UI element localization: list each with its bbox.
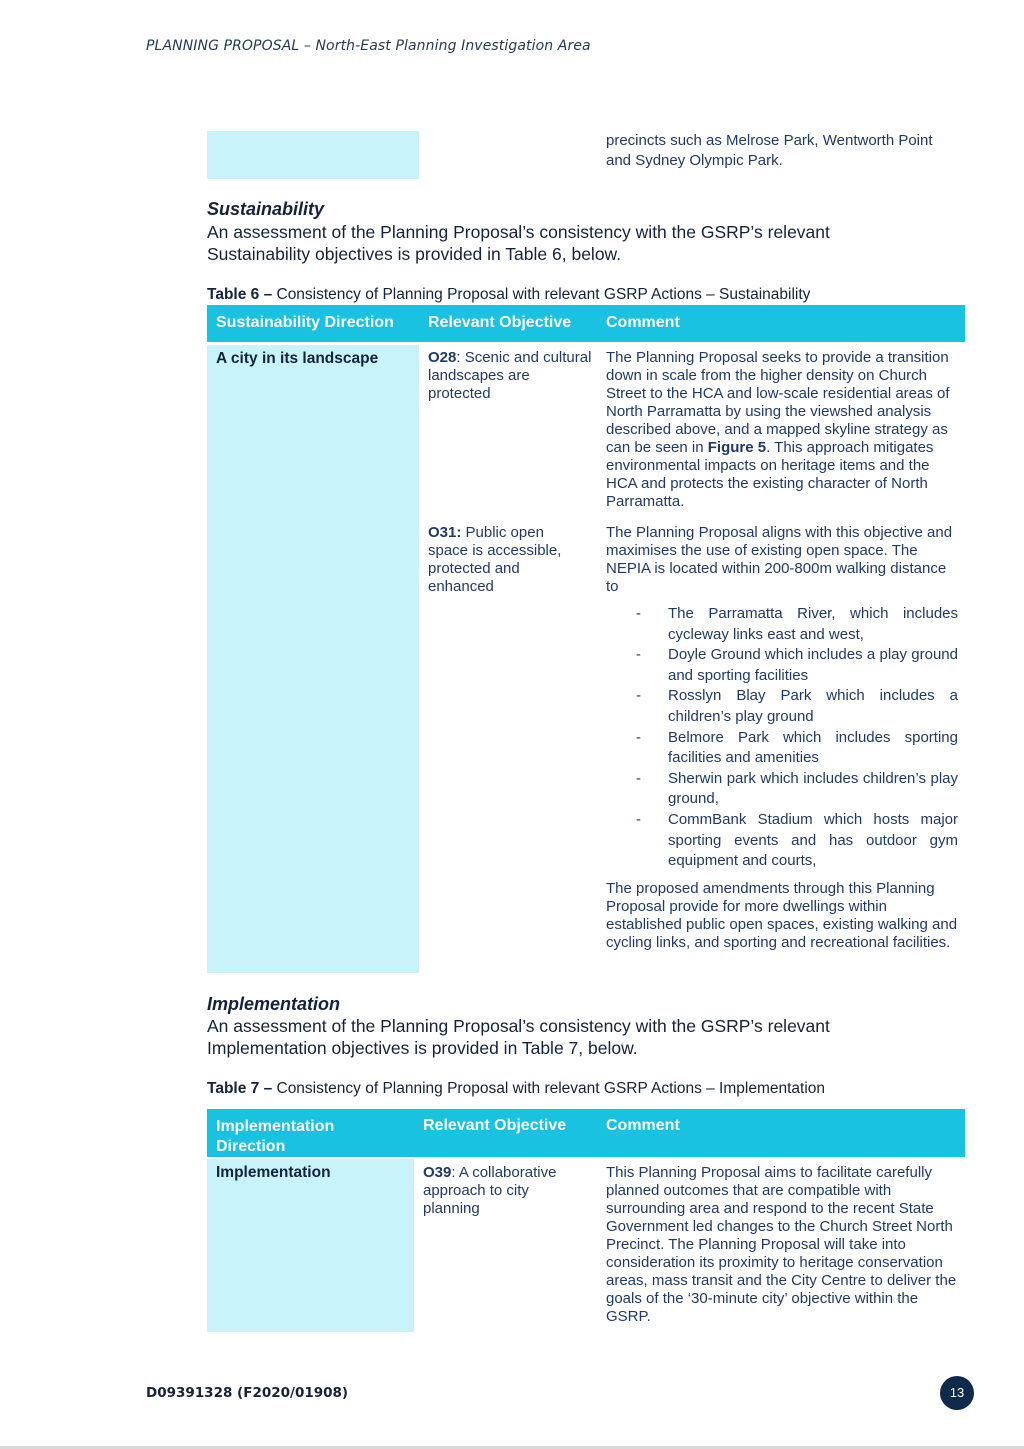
table6-caption-text: Consistency of Planning Proposal with relevant GSRP Actions – Sustainability	[272, 286, 811, 303]
comment-outro: The proposed amendments through this Planning Proposal provide for more dwellings within established public open spaces, existing walking and cycling links, and sporting and recreational facilities.	[606, 879, 958, 951]
table7-header-objective: Relevant Objective	[423, 1117, 567, 1134]
table6-caption-label: Table 6 –	[207, 286, 273, 303]
document-header-title: PLANNING PROPOSAL – North-East Planning Investigation Area	[146, 38, 591, 54]
dash-bullet: -	[636, 769, 641, 787]
list-item: - The Parramatta River, which includes cycleway links east and west,	[636, 605, 958, 643]
objective-text: Public open space is accessible, protected and enhanced	[428, 524, 562, 595]
table7-direction-column	[207, 1159, 414, 1332]
table7-row1-comment: This Planning Proposal aims to facilitate carefully planned outcomes that are compatible with surrounding area and respond to the recent State Government led changes to the Church Street North Precinct. The Planning Proposal will take into consideration its proximity to heritage conservation areas, mass transit and the City Centre to deliver the goals of the ‘30-minute city’ objective within the GSRP.	[606, 1164, 957, 1325]
table7-header-comment: Comment	[606, 1117, 680, 1134]
comment-text: . This approach mitigates environmental impacts on heritage items and the HCA and protects the existing character of North Parramatta.	[606, 439, 934, 510]
table6-header-comment: Comment	[606, 314, 680, 331]
objective-code: O39	[423, 1164, 452, 1181]
objective-code: O28	[428, 349, 457, 366]
table7-caption-label: Table 7 –	[207, 1080, 273, 1097]
list-item: - Doyle Ground which includes a play ground and sporting facilities	[636, 646, 958, 684]
table6-header-direction: Sustainability Direction	[216, 314, 394, 331]
list-item: - Sherwin park which includes children’s play ground,	[636, 769, 958, 808]
objective-code: O31:	[428, 524, 462, 541]
table6-row2-comment	[606, 524, 958, 952]
page-number-badge: 13	[940, 1376, 974, 1410]
table6	[207, 305, 965, 973]
sustainability-heading: Sustainability	[207, 199, 325, 219]
table7	[207, 1109, 965, 1332]
dash-bullet: -	[636, 605, 641, 622]
dash-bullet: -	[636, 687, 641, 705]
table6-row1-objective	[428, 349, 596, 403]
list-item: - Belmore Park which includes sporting facilities and amenities	[636, 728, 958, 767]
dash-bullet: -	[636, 728, 641, 746]
sustainability-intro: An assessment of the Planning Proposal’s consistency with the GSRP’s relevant Sustainability objectives is provided in Table 6, below.	[207, 222, 830, 264]
table7-header-direction: Implementation Direction	[216, 1118, 335, 1155]
comment-text: The Planning Proposal seeks to provide a transition down in scale from the higher density on Church Street to the HCA and low-scale residential areas of North Parramatta by using the viewshed analysis described above, and a mapped skyline strategy as can be seen in	[606, 349, 950, 456]
table7-caption	[207, 1080, 825, 1098]
open-space-list	[606, 604, 958, 872]
continued-table-comment: precincts such as Melrose Park, Wentworth Point and Sydney Olympic Park.	[606, 132, 933, 169]
table6-direction-column	[207, 345, 419, 973]
table6-direction-cell: A city in its landscape	[216, 350, 379, 367]
figure-reference: Figure 5	[707, 439, 767, 456]
implementation-heading: Implementation	[207, 994, 341, 1014]
document-id: D09391328 (F2020/01908)	[146, 1385, 349, 1401]
table6-row1-comment	[606, 349, 958, 511]
table6-header-row	[207, 305, 965, 342]
continued-table-first-column	[207, 131, 419, 179]
implementation-intro: An assessment of the Planning Proposal’s consistency with the GSRP’s relevant Implementation objectives is provided in Table 7, below.	[207, 1016, 830, 1058]
dash-bullet: -	[636, 810, 641, 828]
objective-text: : A collaborative approach to city planning	[423, 1164, 557, 1217]
table7-header-row	[207, 1109, 965, 1157]
table7-row1-objective	[423, 1164, 583, 1218]
list-item: - Rosslyn Blay Park which includes a children’s play ground	[636, 687, 958, 725]
list-item: - CommBank Stadium which hosts major sporting events and has outdoor gym equipment and courts,	[636, 810, 958, 870]
comment-intro: The Planning Proposal aligns with this objective and maximises the use of existing open space. The NEPIA is located within 200-800m walking distance to	[606, 524, 953, 595]
table7-direction-cell: Implementation	[216, 1164, 331, 1181]
objective-text: : Scenic and cultural landscapes are protected	[428, 349, 592, 402]
table6-caption	[207, 286, 810, 304]
dash-bullet: -	[636, 646, 641, 664]
table6-header-objective: Relevant Objective	[428, 314, 572, 331]
table6-row2-objective	[428, 524, 578, 596]
table7-caption-text: Consistency of Planning Proposal with relevant GSRP Actions – Implementation	[272, 1080, 826, 1097]
